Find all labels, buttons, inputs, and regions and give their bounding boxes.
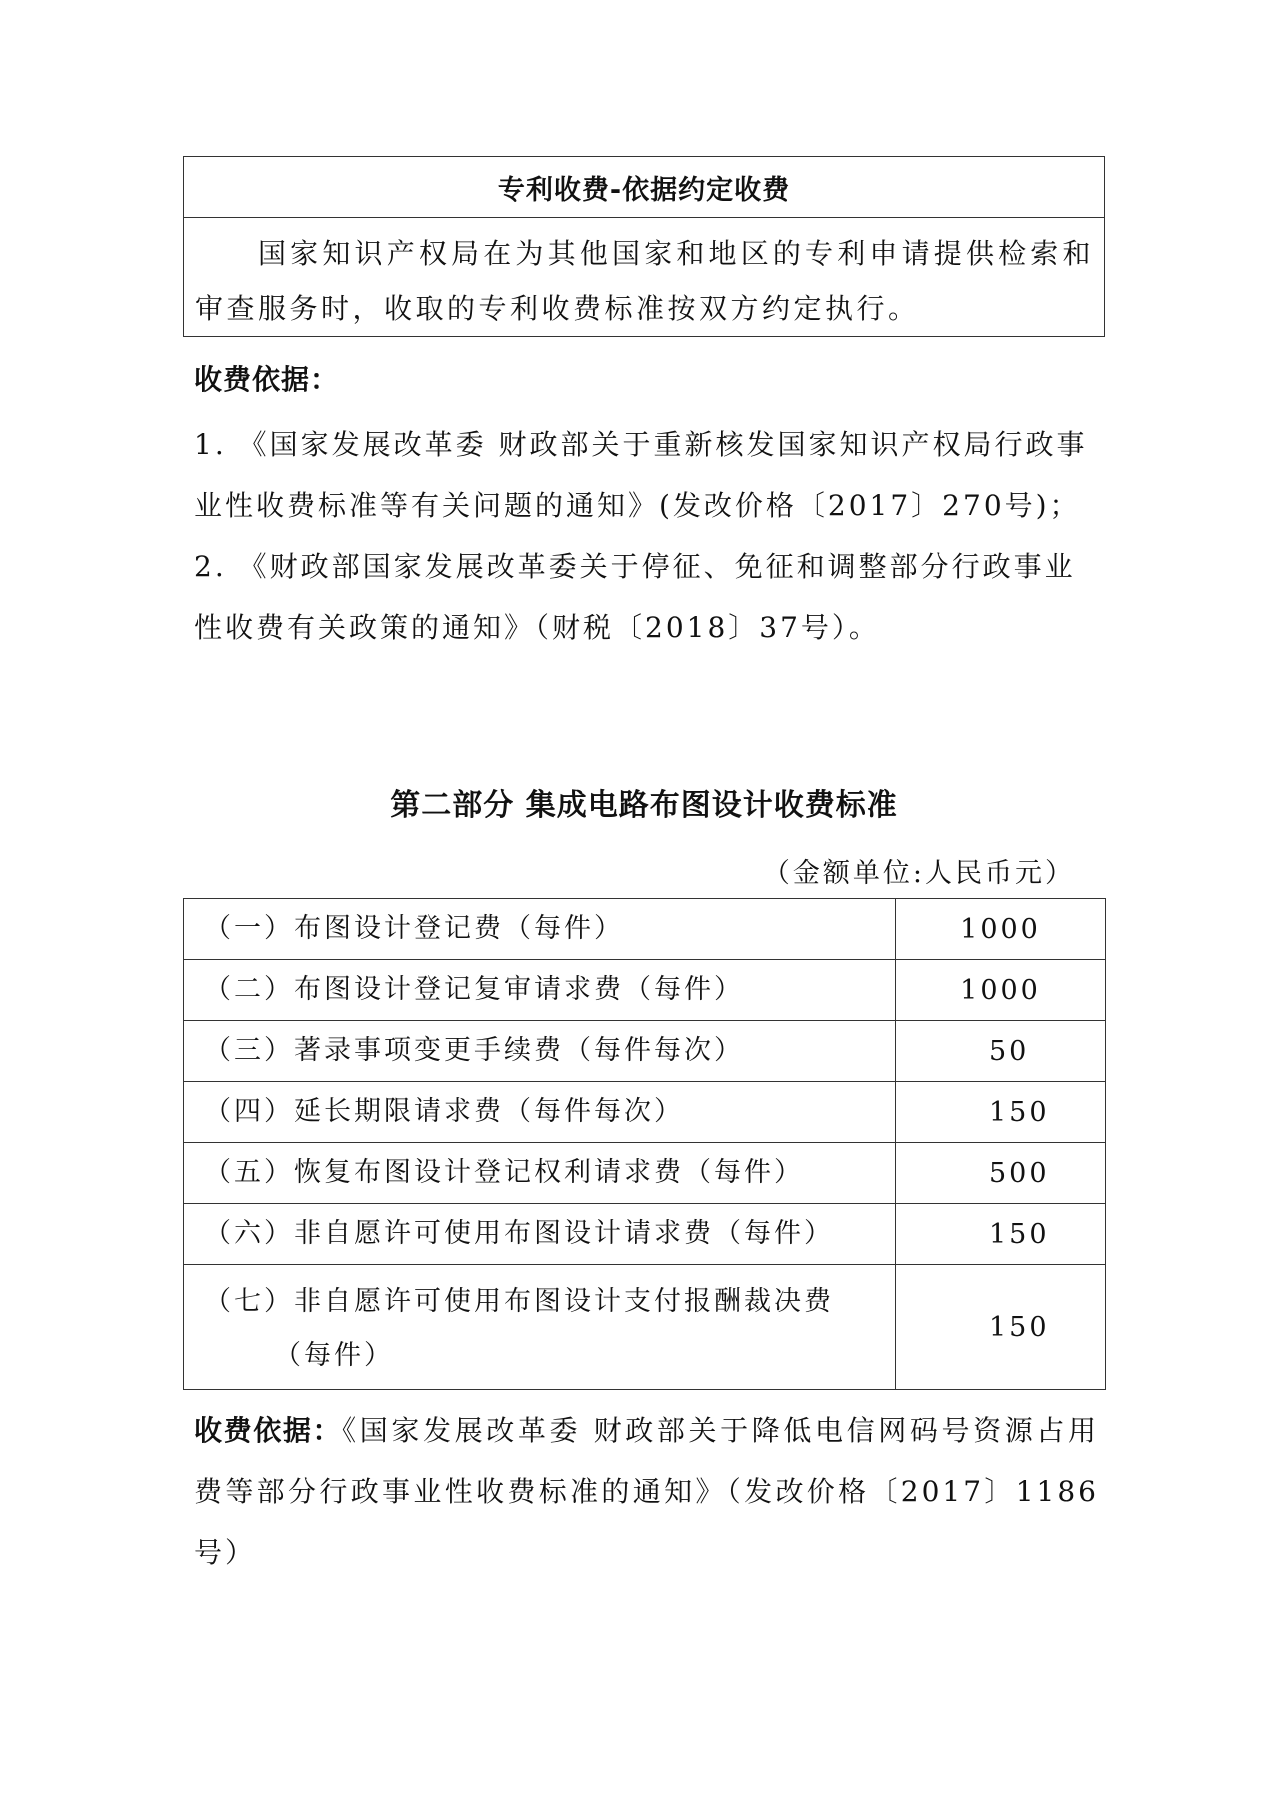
fee-row	[184, 899, 1106, 960]
basis-item-1: 1. 《国家发展改革委 财政部关于重新核发国家知识产权局行政事业性收费标准等有关问题的通知》(发改价格〔2017〕270号)；	[194, 428, 1088, 522]
fee-amount: 1000	[896, 899, 1106, 960]
basis-item-2: 2. 《财政部国家发展改革委关于停征、免征和调整部分行政事业性收费有关政策的通知》（财税〔2018〕37号）。	[194, 550, 1076, 644]
fee-row	[184, 1021, 1106, 1082]
fee-item-line-2: （每件）	[274, 1340, 394, 1371]
part-two-title: 第二部分 集成电路布图设计收费标准	[390, 788, 898, 823]
fee-row	[184, 1204, 1106, 1265]
part-two-basis	[194, 1400, 1099, 1583]
fee-item: （四）延长期限请求费（每件每次）	[184, 1082, 896, 1143]
amount-unit-note: （金额单位:人民币元）	[762, 858, 1075, 889]
part-two-basis-text: 《国家发展改革委 财政部关于降低电信网码号资源占用费等部分行政事业性收费标准的通知》（发改价格〔2017〕1186号）	[194, 1414, 1099, 1569]
layout-design-fee-table	[183, 898, 1106, 1390]
fee-item: （三）著录事项变更手续费（每件每次）	[184, 1021, 896, 1082]
fee-amount: 1000	[896, 960, 1106, 1021]
patent-fee-box	[183, 156, 1105, 337]
fee-item: （五）恢复布图设计登记权利请求费（每件）	[184, 1143, 896, 1204]
fee-item: （一）布图设计登记费（每件）	[184, 899, 896, 960]
fee-row	[184, 1265, 1106, 1390]
fee-amount: 150	[896, 1082, 1106, 1143]
fee-amount: 500	[896, 1143, 1106, 1204]
fee-item: （六）非自愿许可使用布图设计请求费（每件）	[184, 1204, 896, 1265]
fee-item	[184, 1265, 896, 1390]
fee-amount: 50	[896, 1021, 1106, 1082]
fee-amount: 150	[896, 1204, 1106, 1265]
fee-item: （二）布图设计登记复审请求费（每件）	[184, 960, 896, 1021]
fee-row	[184, 1082, 1106, 1143]
basis-heading: 收费依据：	[194, 363, 340, 396]
fee-row	[184, 1143, 1106, 1204]
box-body-cell	[184, 218, 1105, 337]
basis-list	[194, 414, 1099, 658]
part-two-basis-label: 收费依据：	[194, 1414, 343, 1447]
box-title: 专利收费-依据约定收费	[184, 157, 1105, 218]
fee-item-line-1: （七）非自愿许可使用布图设计支付报酬裁决费	[204, 1286, 834, 1317]
fee-amount: 150	[896, 1265, 1106, 1390]
fee-row	[184, 960, 1106, 1021]
box-body-text: 国家知识产权局在为其他国家和地区的专利申请提供检索和审查服务时，收取的专利收费标准按双方约定执行。	[195, 237, 1094, 325]
